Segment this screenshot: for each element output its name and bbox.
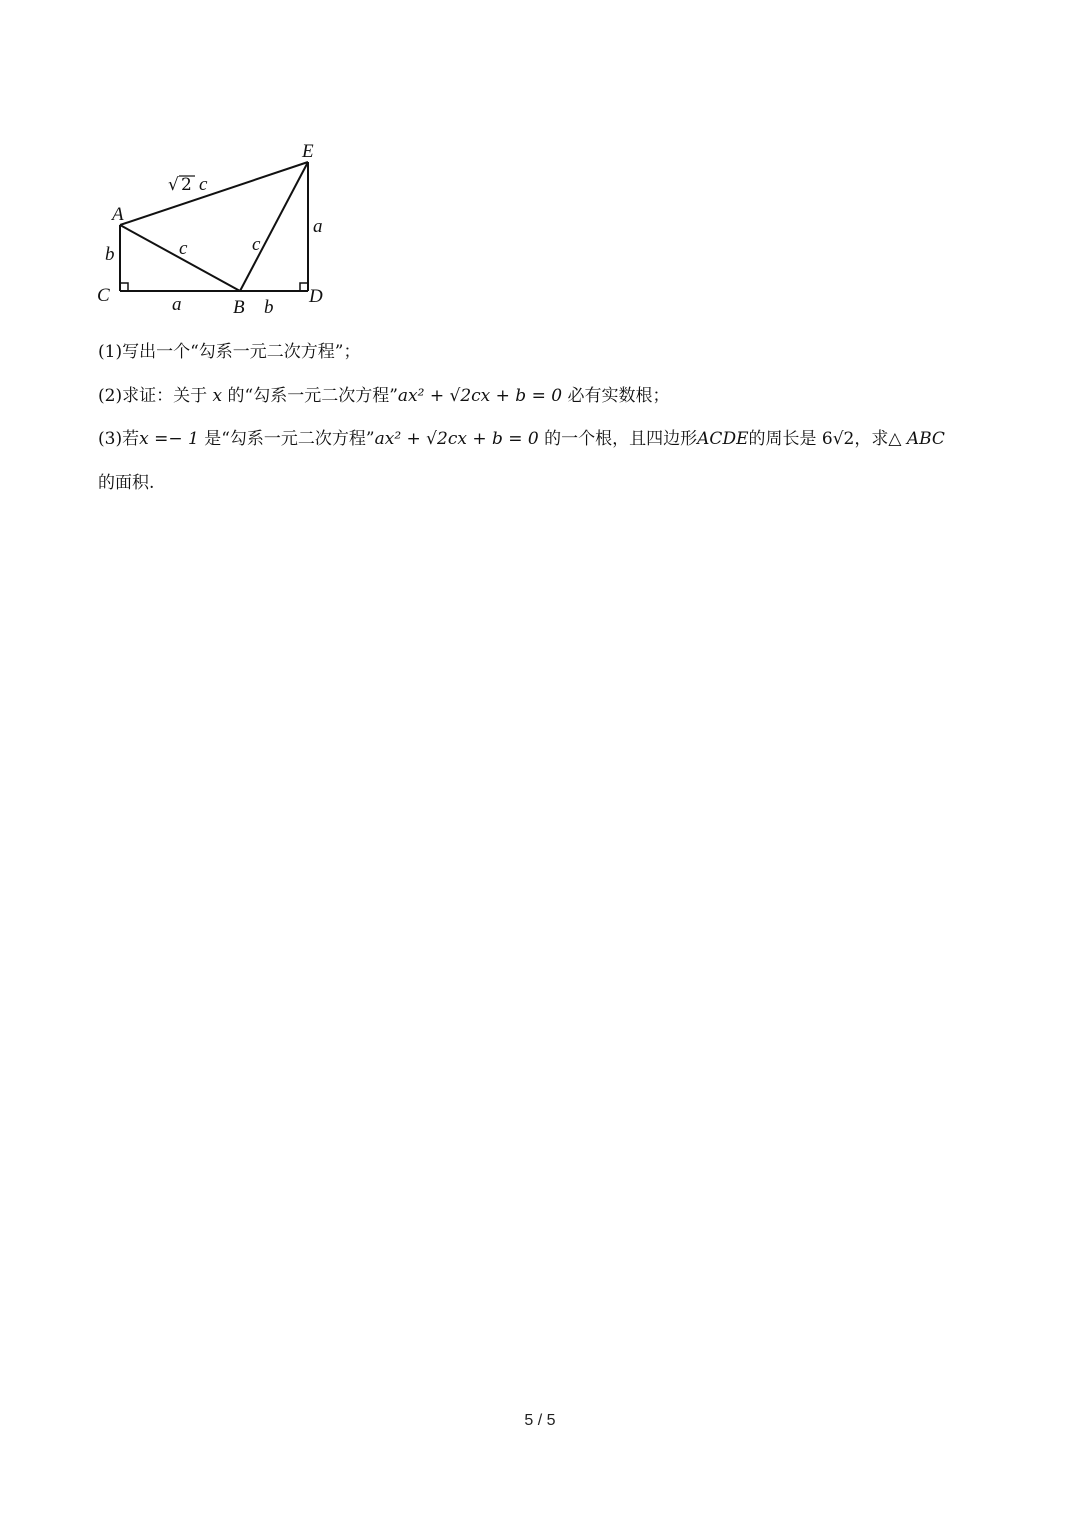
trapezoid-diagram	[80, 130, 350, 320]
label-edge-ab: c	[179, 238, 188, 259]
question-3-suffix: ，求△	[854, 429, 902, 449]
question-2-suffix: 必有实数根；	[567, 386, 670, 406]
label-edge-cb: a	[172, 294, 182, 315]
question-3-triangle: ABC	[906, 429, 945, 449]
label-edge-ed: a	[313, 216, 323, 237]
question-3-continued	[98, 469, 154, 497]
svg-text:√: √	[168, 175, 179, 195]
right-angle-mark-c	[120, 283, 128, 291]
question-3-line2: 的面积.	[98, 473, 155, 493]
right-angle-mark-d	[300, 283, 308, 291]
question-3	[98, 425, 945, 453]
geometry-figure	[80, 130, 350, 320]
question-3-mid: 是“勾系一元二次方程”	[204, 429, 375, 449]
question-3-mid2: 的一个根，且四边形	[544, 429, 698, 449]
question-2-prefix: (2)求证：关于	[98, 386, 208, 406]
question-2-equation: ax² + √2cx + b = 0	[397, 386, 563, 406]
question-3-mid3: 的周长是	[748, 429, 817, 449]
question-3-quadrilateral: ACDE	[697, 429, 749, 449]
question-2-variable: x	[212, 386, 223, 406]
label-edge-be: c	[252, 234, 261, 255]
question-3-equation: ax² + √2cx + b = 0	[374, 429, 539, 449]
question-1	[98, 338, 360, 366]
label-point-c: C	[97, 285, 110, 306]
label-point-b: B	[233, 297, 245, 318]
label-edge-ac: b	[105, 244, 115, 265]
svg-text:c: c	[199, 174, 208, 195]
label-point-d: D	[309, 286, 323, 307]
label-edge-bd: b	[264, 297, 274, 318]
question-2	[98, 382, 669, 410]
label-point-e: E	[302, 141, 314, 162]
question-3-perimeter: 6√2	[821, 429, 855, 449]
question-1-text: (1)写出一个“勾系一元二次方程”；	[98, 342, 361, 362]
label-edge-ae	[168, 174, 208, 195]
svg-text:2: 2	[181, 175, 192, 195]
question-2-mid: 的“勾系一元二次方程”	[227, 386, 398, 406]
label-point-a: A	[112, 204, 124, 225]
question-3-prefix: (3)若	[98, 429, 140, 449]
question-3-root: x =− 1	[139, 429, 199, 449]
page-number: 5 / 5	[524, 1412, 556, 1429]
